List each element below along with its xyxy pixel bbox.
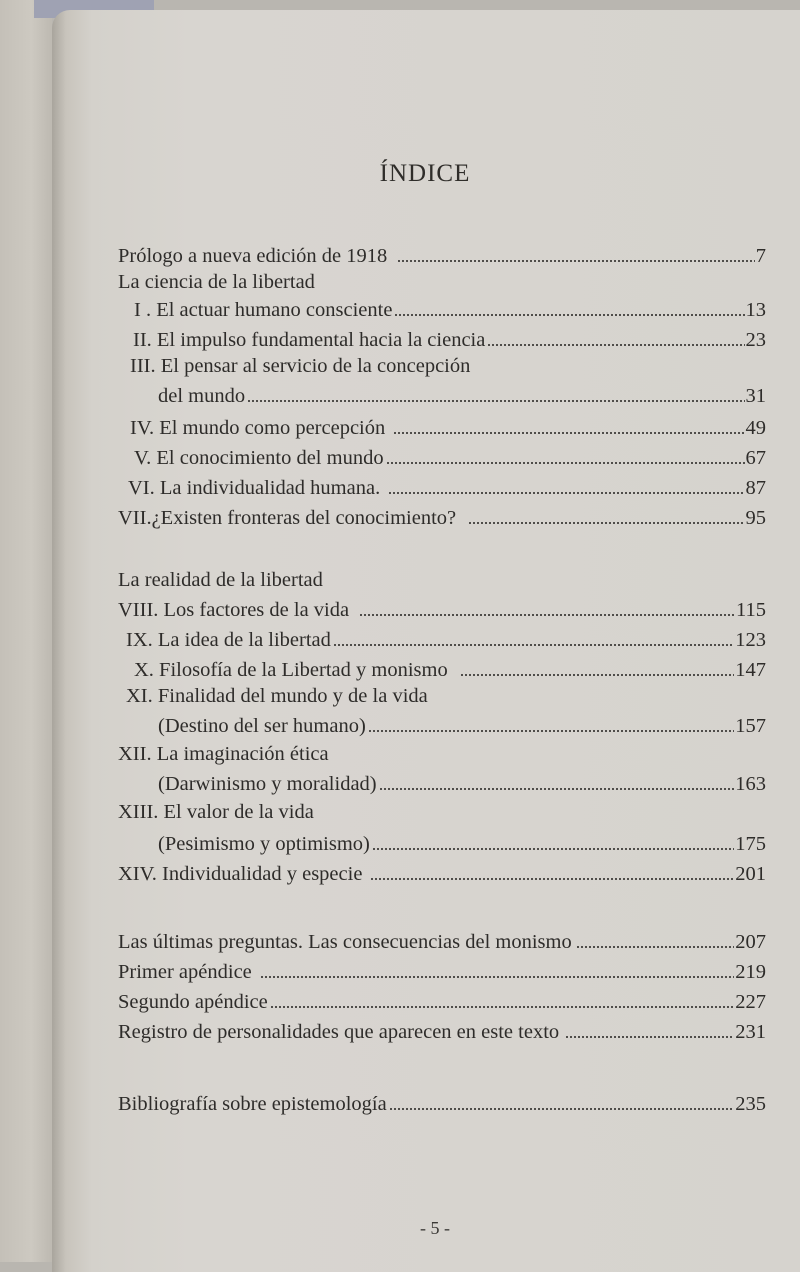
toc-entry-page: 87 (745, 477, 766, 499)
toc-entry-page: 227 (735, 991, 766, 1013)
toc-entry-label: VI. La individualidad humana. (128, 477, 381, 499)
toc-entry-page: 147 (735, 659, 766, 681)
dot-leader (333, 641, 734, 647)
toc-entry (134, 292, 766, 322)
toc-entry (118, 238, 766, 268)
page-title: ÍNDICE (379, 160, 471, 187)
toc-entry-label: XIV. Individualidad y especie (118, 863, 363, 885)
toc-entry-page: 219 (735, 961, 766, 983)
dot-leader (386, 459, 745, 465)
toc-entry-label: I . El actuar humano consciente (134, 299, 393, 321)
toc-entry-label: XIII. El valor de la vida (118, 801, 314, 823)
toc-entry-label: (Darwinismo y moralidad) (158, 773, 377, 795)
dot-leader (247, 397, 744, 403)
dot-leader (270, 1003, 735, 1009)
toc-entry-page: 157 (735, 715, 766, 737)
dot-leader (397, 257, 754, 263)
toc-entry (118, 954, 766, 984)
toc-entry-page: 235 (735, 1093, 766, 1115)
toc-entry-label: III. El pensar al servicio de la concepción (130, 355, 471, 377)
dot-leader (576, 943, 735, 949)
toc-entry-page: 95 (745, 507, 766, 529)
toc-entry-label: Prólogo a nueva edición de 1918 (118, 245, 388, 267)
toc-entry (128, 470, 766, 500)
dot-leader (368, 727, 734, 733)
toc-entry (118, 1086, 766, 1116)
toc-entry-label: X. Filosofía de la Libertad y monismo (134, 659, 448, 681)
toc-entry-page: 123 (735, 629, 766, 651)
toc-entry (134, 440, 766, 470)
toc-entry (133, 322, 766, 352)
toc-entry-label: Bibliografía sobre epistemología (118, 1093, 387, 1115)
toc-entry-page: 23 (745, 329, 766, 351)
dot-leader (388, 489, 744, 495)
toc-entry-page: 67 (745, 447, 766, 469)
toc-entry-label: XI. Finalidad del mundo y de la vida (126, 685, 428, 707)
toc-entry-page: 207 (735, 931, 766, 953)
toc-entry (158, 708, 766, 738)
toc-entry (158, 826, 766, 856)
dot-leader (260, 973, 734, 979)
toc-entry (130, 410, 766, 440)
toc-entry-label: (Destino del ser humano) (158, 715, 366, 737)
toc-entry-page: 31 (745, 385, 766, 407)
toc-entry-label: V. El conocimiento del mundo (134, 447, 384, 469)
toc-entry-label: II. El impulso fundamental hacia la ciencia (133, 329, 486, 351)
toc-entry-page: 231 (735, 1021, 766, 1043)
toc-entry (118, 592, 766, 622)
dot-leader (389, 1105, 735, 1111)
dot-leader (460, 671, 735, 677)
toc-entry (158, 766, 766, 796)
toc-entry-label: Primer apéndice (118, 961, 252, 983)
toc-entry (134, 652, 766, 682)
toc-entry-page: 163 (735, 773, 766, 795)
dot-leader (379, 785, 735, 791)
toc-entry-page: 201 (735, 863, 766, 885)
toc-entry-label: VIII. Los factores de la vida (118, 599, 350, 621)
page-number: - 5 - (420, 1218, 450, 1238)
toc-entry-page: 49 (745, 417, 766, 439)
toc-entry-label: (Pesimismo y optimismo) (158, 833, 370, 855)
dot-leader (372, 845, 734, 851)
section-heading: La ciencia de la libertad (118, 271, 315, 293)
toc-entry (118, 1014, 766, 1044)
toc-entry-label: Las últimas preguntas. Las consecuencias del monismo (118, 931, 572, 953)
toc-entry-label: del mundo (158, 385, 246, 407)
toc-entry (118, 856, 766, 886)
dot-leader (565, 1033, 734, 1039)
toc-entry (158, 378, 766, 408)
toc-entry-page: 13 (745, 299, 766, 321)
dot-leader (394, 311, 744, 317)
dot-leader (468, 519, 744, 525)
dot-leader (487, 341, 744, 347)
toc-entry-label: VII.¿Existen fronteras del conocimiento? (118, 507, 457, 529)
toc-entry (118, 984, 766, 1014)
toc-entry-label: Segundo apéndice (118, 991, 268, 1013)
toc-entry (118, 500, 766, 530)
toc-entry-label: XII. La imaginación ética (118, 743, 329, 765)
toc-entry-page: 7 (755, 245, 766, 267)
section-heading: La realidad de la libertad (118, 569, 323, 591)
toc-entry-label: IV. El mundo como percepción (130, 417, 386, 439)
toc-entry-page: 175 (735, 833, 766, 855)
dot-leader (359, 611, 735, 617)
dot-leader (370, 875, 734, 881)
toc-entry-page: 115 (736, 599, 766, 621)
toc-entry-label: IX. La idea de la libertad (126, 629, 331, 651)
dot-leader (393, 429, 744, 435)
toc-entry (126, 622, 766, 652)
toc-entry-label: Registro de personalidades que aparecen en este texto (118, 1021, 560, 1043)
toc-entry (118, 924, 766, 954)
